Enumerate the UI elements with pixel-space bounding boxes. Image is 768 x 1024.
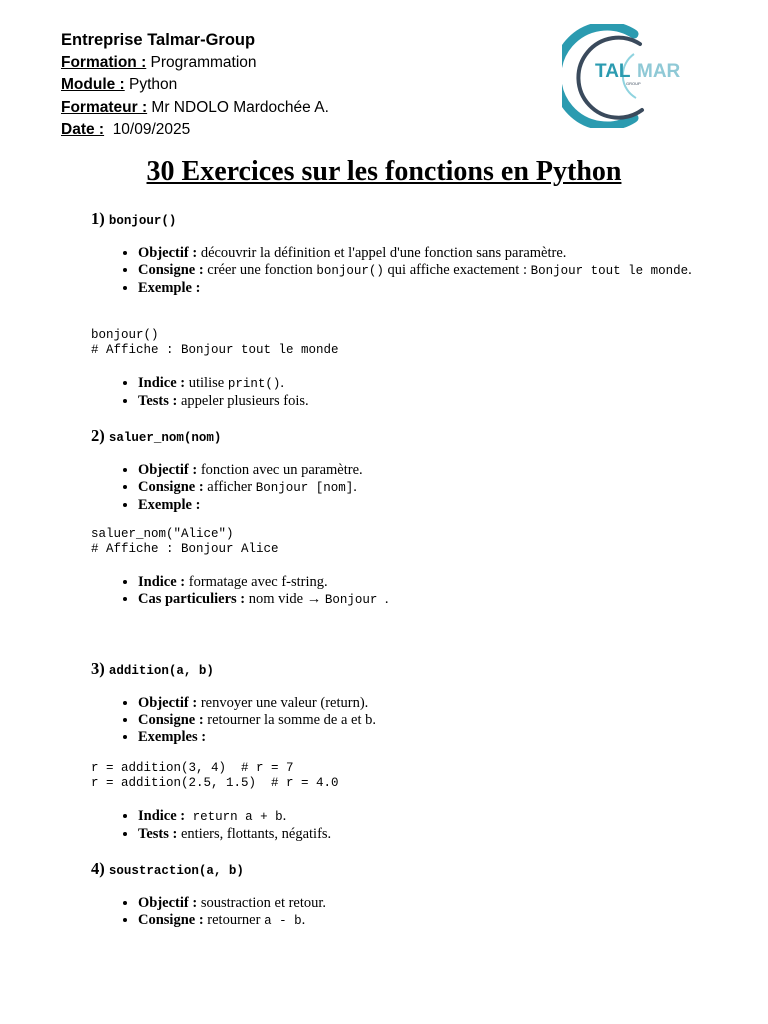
document-header [61,29,329,142]
exercise-1-number: 1) [91,209,109,228]
exercise-1-list [91,245,738,297]
list-item [138,462,738,479]
module-value: Python [124,76,178,93]
code-line: r = addition(2.5, 1.5) # r = 4.0 [91,776,339,790]
list-item [138,262,738,280]
list-item [138,695,738,712]
exercise-2-hints [91,574,738,609]
hint-label: Indice : [138,375,186,391]
formation-label: Formation : [61,53,147,71]
instruction-label: Consigne : [138,262,204,278]
example-label: Exemple : [138,280,201,296]
instruction-text: . [688,262,692,278]
code-line: # Affiche : Bonjour Alice [91,542,279,556]
hint-text: . [282,808,287,824]
hint-text: formatage avec f-string. [185,574,328,590]
exercise-2-function: saluer_nom(nom) [108,431,222,445]
exercise-2-heading [91,426,221,446]
exercise-3-code [91,761,339,791]
date-label: Date : [61,121,105,138]
objective-text: découvrir la définition et l'appel d'une fonction sans paramètre. [197,245,567,261]
list-item [138,712,738,729]
inline-code: print() [227,377,281,391]
objective-label: Objectif : [138,462,198,478]
objective-text: fonction avec un paramètre. [197,462,363,478]
list-item [138,280,738,297]
list-item [138,574,738,591]
hint-label: Indice : [138,574,186,590]
inline-code: bonjour() [316,264,384,278]
exercise-4-number: 4) [91,859,109,878]
objective-label: Objectif : [138,245,198,261]
formateur-value: Mr NDOLO Mardochée A. [147,98,329,116]
objective-label: Objectif : [138,695,198,711]
exercise-2-list [91,462,738,514]
tests-label: Tests : [138,826,178,842]
exercise-2-number: 2) [91,426,109,445]
date-line [61,119,329,142]
tests-text: entiers, flottants, négatifs. [177,826,332,842]
code-line: r = addition(3, 4) # r = 7 [91,761,294,775]
exercise-1-heading [91,209,176,229]
example-label: Exemple : [138,497,201,513]
exercise-1-hints [91,375,738,410]
examples-label: Exemples : [138,729,207,745]
code-line: bonjour() [91,328,159,342]
instruction-text: créer une fonction [203,262,317,278]
tests-label: Tests : [138,393,178,409]
list-item [138,479,738,497]
instruction-text: . [301,912,306,928]
inline-code: Bonjour [324,593,385,607]
exercise-3-list [91,695,738,746]
list-item [138,826,738,843]
inline-code: return a + b [185,810,283,824]
special-cases-text: nom vide → [245,591,325,607]
hint-text: . [280,375,284,391]
instruction-label: Consigne : [138,712,204,728]
inline-code: a - b [264,914,302,928]
exercise-4-function: soustraction(a, b) [108,864,244,878]
list-item [138,895,738,912]
hint-text: utilise [185,375,228,391]
instruction-text: retourner [203,912,265,928]
instruction-text: retourner la somme de a et b. [203,712,376,728]
exercise-1-code [91,328,339,358]
exercise-3-heading [91,659,214,679]
exercise-3-number: 3) [91,659,109,678]
inline-code: Bonjour [nom] [255,481,354,495]
module-label: Module : [61,76,125,93]
list-item [138,912,738,930]
objective-text: soustraction et retour. [197,895,327,911]
instruction-label: Consigne : [138,912,204,928]
logo-brand-left: TAL [595,61,631,82]
instruction-text: afficher [203,479,256,495]
hint-label: Indice : [138,808,186,824]
tests-text: appeler plusieurs fois. [177,393,309,409]
formation-line [61,52,329,75]
exercise-4-heading [91,859,244,879]
code-line: saluer_nom("Alice") [91,527,234,541]
exercise-3-hints [91,808,738,843]
instruction-text: . [353,479,357,495]
list-item [138,591,738,609]
exercise-4-list [91,895,738,930]
instruction-text: qui affiche exactement : [383,262,531,278]
formateur-line [61,97,329,120]
special-cases-label: Cas particuliers : [138,591,246,607]
list-item [138,808,738,826]
formateur-label: Formateur : [61,98,148,116]
formation-value: Programmation [146,53,257,71]
date-value: 10/09/2025 [104,121,191,138]
objective-label: Objectif : [138,895,198,911]
inline-code: Bonjour tout le monde [530,264,689,278]
module-line [61,74,329,97]
exercise-3-function: addition(a, b) [108,664,214,678]
logo-brand-right: MAR [637,61,680,82]
list-item [138,375,738,393]
list-item [138,245,738,262]
special-cases-text: . [384,591,389,607]
page-title: 30 Exercices sur les fonctions en Python [146,156,622,187]
exercise-1-function: bonjour() [108,214,177,228]
logo-sub: GROUP [626,81,641,86]
list-item [138,729,738,746]
exercise-2-code [91,527,279,557]
company-name: Entreprise Talmar-Group [61,31,256,49]
list-item [138,393,738,410]
code-line: # Affiche : Bonjour tout le monde [91,343,339,357]
objective-text: renvoyer une valeur (return). [197,695,369,711]
instruction-label: Consigne : [138,479,204,495]
talmar-logo [562,24,680,128]
list-item [138,497,738,514]
